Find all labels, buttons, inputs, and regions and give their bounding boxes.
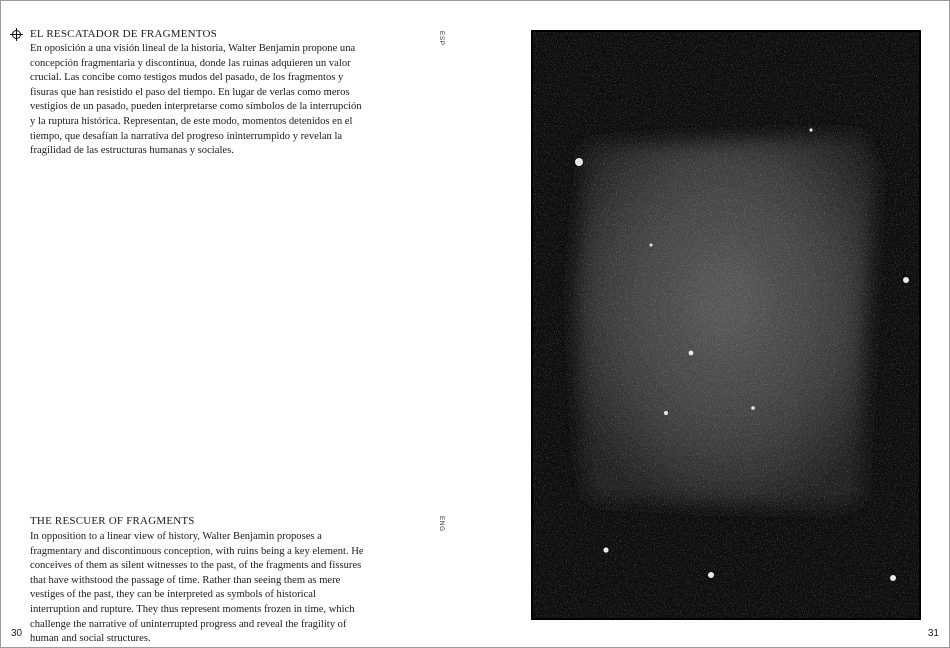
page-number-left: 30 — [11, 628, 23, 639]
section-title-english: THE RESCUER OF FRAGMENTS — [30, 515, 195, 527]
section-title-spanish: EL RESCATADOR DE FRAGMENTOS — [30, 28, 217, 40]
crosshair-icon — [10, 28, 23, 41]
language-tag-english: ENG — [438, 516, 445, 532]
page-number-right: 31 — [927, 628, 939, 639]
language-tag-spanish: ESP — [438, 31, 445, 46]
paragraph-spanish: En oposición a una visión lineal de la historia, Walter Benjamin propone una concepción fragmentaria y discontinua, donde las ruinas adquieren un valor crucial. Las concibe como testigos mudos del pasado, de los fragmentos y fisuras que han resistido el paso del tiempo. En lugar de verlas como meros vestigios de un pasado, pueden interpretarse como símbolos de la interrupción y la ruptura histórica. Representan, de este modo, momentos detenidos en el tiempo, que desafían la narrativa del progreso ininterrumpido y revelan la fragilidad de las estructuras humanas y sociales. — [30, 43, 362, 157]
ground-photograph — [531, 30, 921, 620]
paragraph-english: In opposition to a linear view of history, Walter Benjamin proposes a fragmentary and discontinuous conception, with ruins being a key element. He conceives of them as silent witnesses to the past, of the fragments and fissures that have withstood the passage of time. Rather than seeing them as mere vestiges of the past, they can be interpreted as symbols of historical interruption and rupture. They thus represent moments frozen in time, which challenge the narrative of uninterrupted progress and reveal the fragility of human and social structures. — [30, 531, 364, 645]
